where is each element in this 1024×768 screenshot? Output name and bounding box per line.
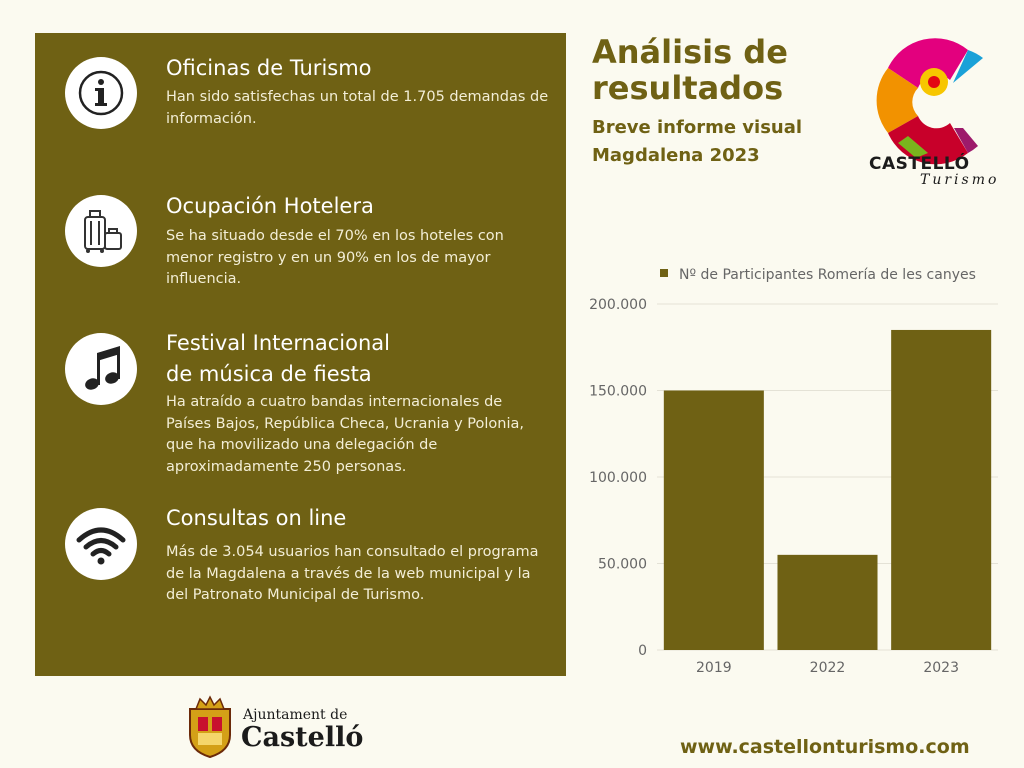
- y-tick-label: 50.000: [598, 556, 647, 573]
- x-tick-label: 2022: [809, 660, 846, 676]
- y-tick-label: 200.000: [589, 297, 647, 313]
- section-body: Ha atraído a cuatro bandas internacionales de Países Bajos, República Checa, Ucrania y Polonia, que ha movilizado una delegación de aproximadamente 250 personas.: [166, 394, 524, 475]
- subtitle-event: Magdalena 2023: [592, 145, 760, 166]
- ajuntament-crest-icon: [180, 695, 240, 761]
- bar: [777, 555, 877, 650]
- y-tick-label: 0: [638, 643, 647, 659]
- x-tick-label: 2023: [923, 660, 959, 676]
- section-title: Ocupación Hotelera: [166, 194, 374, 218]
- luggage-icon: [65, 195, 137, 267]
- bar: [664, 391, 764, 651]
- bar: [891, 330, 991, 650]
- wifi-icon: [65, 508, 137, 580]
- page-title: Análisis de resultados: [592, 33, 788, 107]
- music-note-icon: [65, 333, 137, 405]
- city-hall-label: Ajuntament de: [243, 707, 348, 723]
- legend-label: Nº de Participantes Romería de les canyes: [679, 267, 976, 283]
- legend-swatch: [660, 269, 668, 277]
- city-name: Castelló: [241, 722, 364, 753]
- subtitle-report: Breve informe visual: [592, 117, 803, 138]
- section-title: Festival Internacional: [166, 331, 391, 355]
- info-icon: [65, 57, 137, 129]
- brand-name: CASTELLÓ: [869, 154, 970, 174]
- brand-tagline: Turismo: [920, 172, 1000, 188]
- info-panel: [35, 33, 566, 676]
- section-title: Consultas on line: [166, 506, 347, 530]
- y-tick-label: 100.000: [589, 470, 647, 486]
- participants-bar-chart: [580, 255, 1010, 685]
- website-url: www.castellonturismo.com: [680, 736, 970, 758]
- section-body: Más de 3.054 usuarios han consultado el programa de la Magdalena a través de la web municipal y la del Patronato Municipal de Turismo.: [166, 544, 539, 603]
- section-body: Han sido satisfechas un total de 1.705 demandas de información.: [166, 89, 549, 127]
- y-tick-label: 150.000: [589, 383, 647, 400]
- section-body: Se ha situado desde el 70% en los hoteles con menor registro y en un 90% en los de mayor influencia.: [166, 228, 504, 287]
- x-tick-label: 2019: [696, 660, 732, 676]
- section-title: Oficinas de Turismo: [166, 56, 372, 80]
- section-title-line2: de música de fiesta: [166, 362, 372, 386]
